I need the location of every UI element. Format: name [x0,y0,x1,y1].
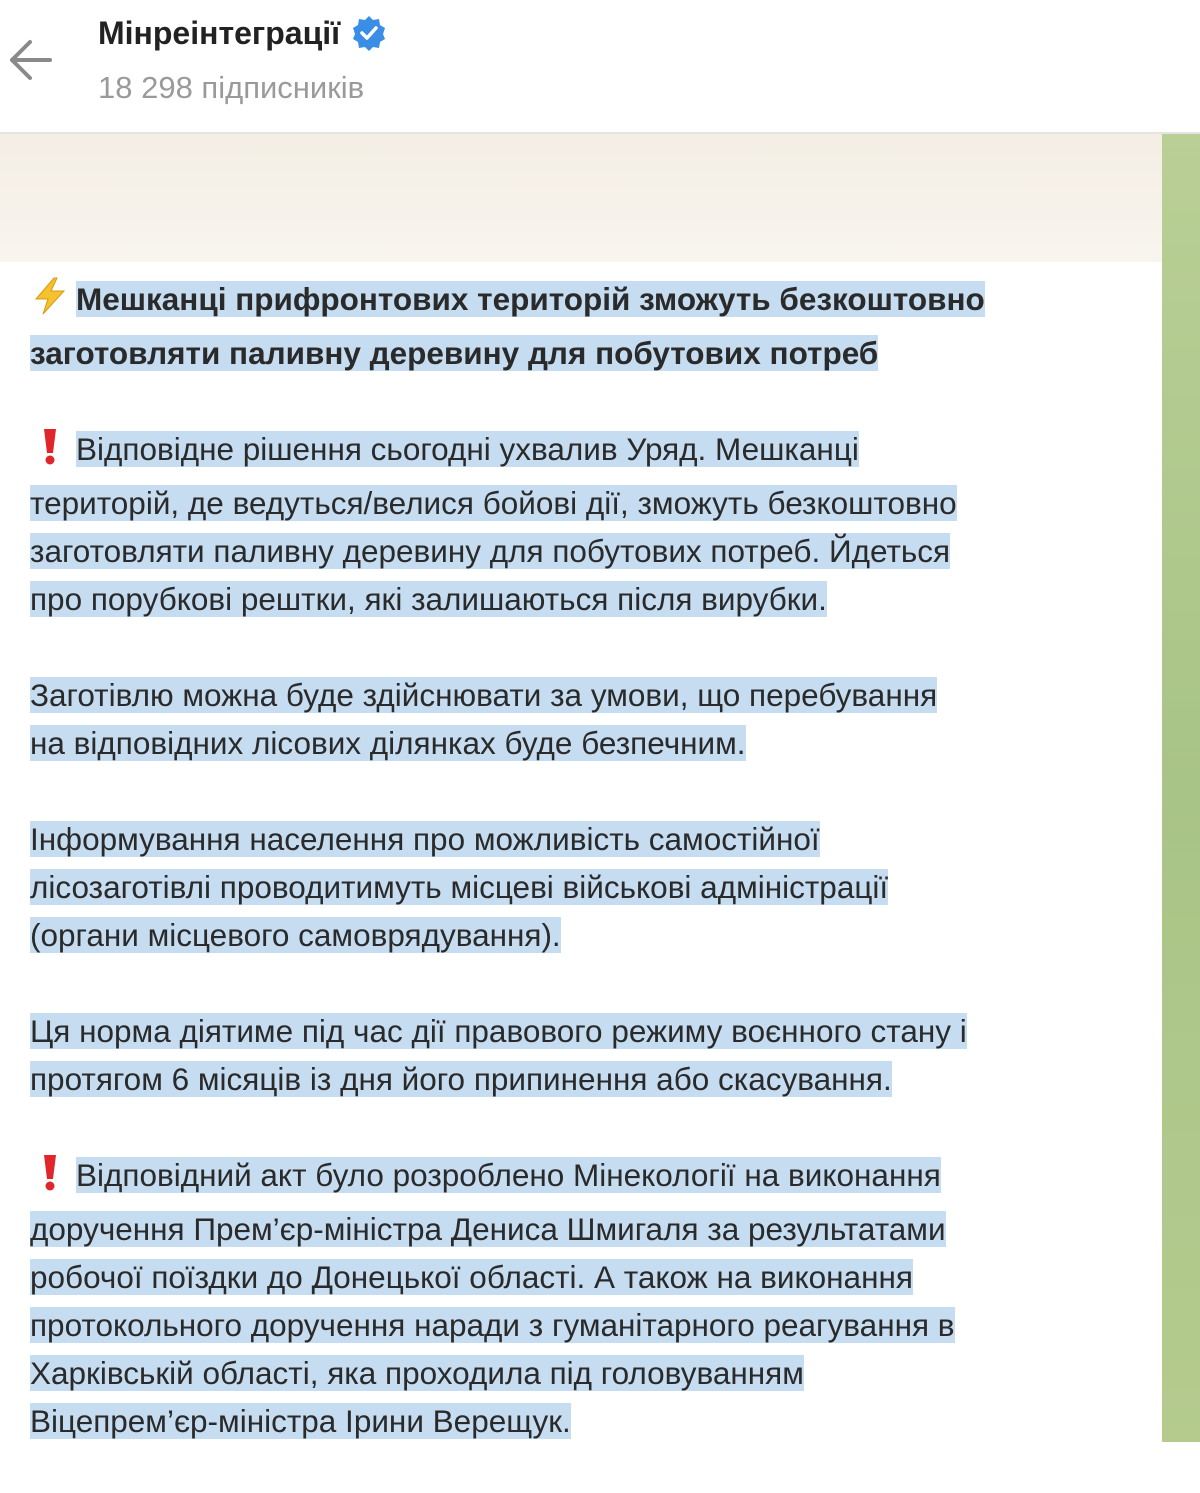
p5-line-4: протокольного доручення наради з гуманітарного реагування в [30,1307,955,1343]
arrow-left-icon [4,30,56,90]
p1-line-2: територій, де ведуться/велися бойові дії, зможуть безкоштовно [30,485,957,521]
previous-message-strip [0,134,1162,262]
channel-title[interactable] [98,14,388,52]
p3-line-2: лісозаготівлі проводитимуть місцеві військові адміністрації [30,869,889,905]
p5-line-2: доручення Прем’єр-міністра Дениса Шмигаля за результатами [30,1211,946,1247]
paragraph-1 [30,425,1140,623]
p4-line-1: Ця норма діятиме під час дії правового режиму воєнного стану і [30,1013,967,1049]
chat-header [0,0,1200,134]
verified-badge-icon [350,14,388,52]
channel-name: Мінреінтеграції [98,14,341,51]
p3-line-1: Інформування населення про можливість самостійної [30,821,820,857]
p1-line-1: Відповідне рішення сьогодні ухвалив Уряд. Мешканці [76,431,859,467]
p5-line-6: Віцепрем’єр-міністра Ірини Верещук. [30,1403,571,1439]
headline-line-1: Мешканці прифронтових територій зможуть безкоштовно [76,281,985,317]
exclamation-emoji-icon [30,426,76,479]
headline [30,275,1140,377]
p1-line-3: заготовляти паливну деревину для побутових потреб. Йдеться [30,533,951,569]
p1-line-4: про порубкові рештки, які залишаються після вирубки. [30,581,827,617]
p5-line-5: Харківській області, яка проходила під головуванням [30,1355,804,1391]
p3-line-3: (органи місцевого самоврядування). [30,917,561,953]
exclamation-emoji-icon [30,1152,76,1205]
message-text[interactable] [30,275,1140,1493]
p2-line-2: на відповідних лісових ділянках буде безпечним. [30,725,746,761]
p5-line-3: робочої поїздки до Донецької області. А також на виконання [30,1259,913,1295]
p4-line-2: протягом 6 місяців із дня його припинення або скасування. [30,1061,892,1097]
headline-line-2: заготовляти паливну деревину для побутових потреб [30,335,879,371]
chat-wallpaper-edge [1162,134,1200,1442]
subscriber-count: 18 298 підписників [98,70,365,105]
paragraph-2 [30,671,1140,767]
back-button[interactable] [4,30,56,90]
lightning-emoji-icon [30,276,76,329]
paragraph-5 [30,1151,1140,1445]
p2-line-1: Заготівлю можна буде здійснювати за умови, що перебування [30,677,938,713]
paragraph-4 [30,1007,1140,1103]
p5-line-1: Відповідний акт було розроблено Мінекології на виконання [76,1157,941,1193]
paragraph-3 [30,815,1140,959]
